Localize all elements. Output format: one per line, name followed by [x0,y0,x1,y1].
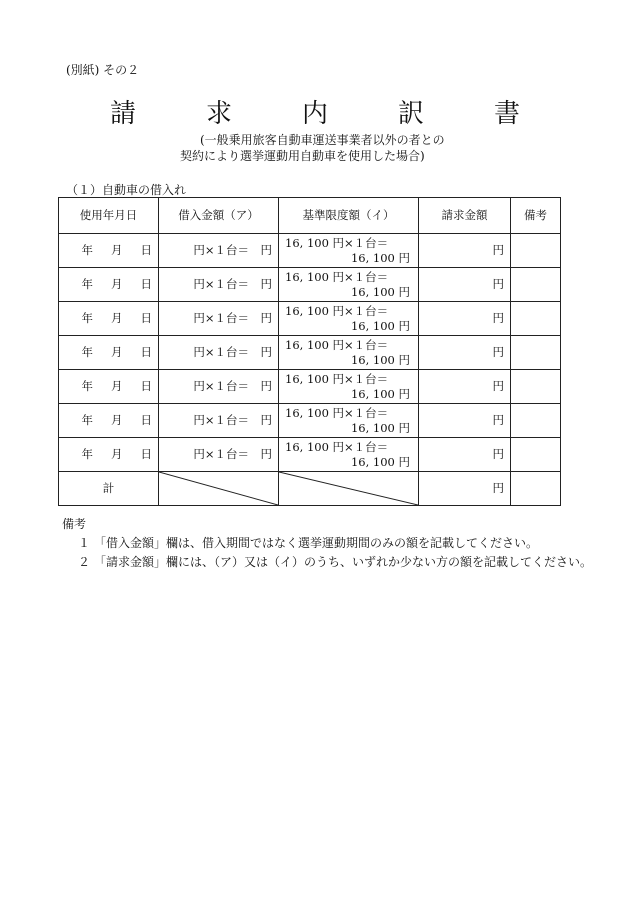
section-label: （１）自動車の借入れ [66,183,187,197]
remarks-cell[interactable] [511,404,561,438]
note-item [62,553,592,572]
day-label: 日 [140,277,152,291]
table-row [59,336,561,370]
borrow-amount-text: 円×１台＝ 円 [193,243,272,257]
borrow-amount-cell[interactable] [159,268,279,302]
standard-limit-amount: 16, 100 円 [350,284,410,299]
standard-limit-formula: 16, 100 円×１台＝ [285,439,389,454]
request-amount-text: 円 [492,277,504,291]
standard-limit-formula: 16, 100 円×１台＝ [285,405,389,420]
note-item [62,534,592,553]
request-amount-text: 円 [492,311,504,325]
year-label: 年 [81,379,93,393]
standard-limit-formula: 16, 100 円×１台＝ [285,269,389,284]
year-label: 年 [81,413,93,427]
borrow-amount-text: 円×１台＝ 円 [193,345,272,359]
standard-limit-amount: 16, 100 円 [350,352,410,367]
table-row [59,370,561,404]
date-cell[interactable] [59,404,159,438]
date-cell[interactable] [59,370,159,404]
header-borrow-amount: 借入金額（ア） [159,198,279,234]
standard-limit-amount: 16, 100 円 [350,454,410,469]
year-label: 年 [81,243,93,257]
day-label: 日 [140,345,152,359]
header-request-amount: 請求金額 [419,198,511,234]
day-label: 日 [140,379,152,393]
remarks-cell[interactable] [511,234,561,268]
date-cell[interactable] [59,302,159,336]
request-amount-cell[interactable] [419,370,511,404]
remarks-cell[interactable] [511,268,561,302]
document-title: 請 求 内 訳 書 [109,99,542,129]
standard-limit-cell [279,234,419,268]
year-label: 年 [81,447,93,461]
date-cell[interactable] [59,268,159,302]
header-date: 使用年月日 [59,198,159,234]
note-text: 「借入金額」欄は、借入期間ではなく選挙運動期間のみの額を記載してください。 [94,536,539,550]
total-standard-struck-cell [279,472,419,506]
standard-limit-amount: 16, 100 円 [350,318,410,333]
table-row [59,438,561,472]
note-text: 「請求金額」欄には、（ア）又は（イ）のうち、いずれか少ない方の額を記載してください。 [94,555,593,569]
borrow-amount-text: 円×１台＝ 円 [193,379,272,393]
month-label: 月 [111,277,123,291]
request-amount-text: 円 [492,413,504,427]
borrow-amount-cell[interactable] [159,370,279,404]
standard-limit-amount: 16, 100 円 [350,420,410,435]
standard-limit-formula: 16, 100 円×１台＝ [285,337,389,352]
borrow-amount-cell[interactable] [159,336,279,370]
standard-limit-amount: 16, 100 円 [350,250,410,265]
subtitle-line-2: 契約により選挙運動用自動車を使用した場合) [180,149,425,163]
total-label: 計 [59,472,159,506]
standard-limit-cell [279,438,419,472]
total-request-amount[interactable]: 円 [419,472,511,506]
standard-limit-amount: 16, 100 円 [350,386,410,401]
remarks-cell[interactable] [511,370,561,404]
borrow-amount-text: 円×１台＝ 円 [193,447,272,461]
request-amount-cell[interactable] [419,268,511,302]
total-borrow-struck-cell [159,472,279,506]
table-row [59,302,561,336]
standard-limit-cell [279,404,419,438]
subtitle-line-1: (一般乗用旅客自動車運送事業者以外の者との [200,133,445,147]
request-amount-cell[interactable] [419,438,511,472]
borrow-amount-text: 円×１台＝ 円 [193,311,272,325]
table-body [59,234,561,506]
total-remarks-cell[interactable] [511,472,561,506]
notes-heading: 備考 [62,517,87,531]
table-row [59,234,561,268]
month-label: 月 [111,447,123,461]
request-amount-text: 円 [492,447,504,461]
standard-limit-cell [279,268,419,302]
table-row [59,268,561,302]
attachment-label: (別紙) その２ [66,63,140,77]
month-label: 月 [111,379,123,393]
standard-limit-formula: 16, 100 円×１台＝ [285,235,389,250]
header-remarks: 備考 [511,198,561,234]
month-label: 月 [111,243,123,257]
request-amount-text: 円 [492,345,504,359]
standard-limit-cell [279,302,419,336]
borrow-amount-cell[interactable] [159,234,279,268]
request-amount-text: 円 [492,243,504,257]
borrow-amount-text: 円×１台＝ 円 [193,413,272,427]
borrow-amount-cell[interactable] [159,302,279,336]
request-amount-cell[interactable] [419,336,511,370]
date-cell[interactable] [59,438,159,472]
remarks-cell[interactable] [511,438,561,472]
total-row [59,472,561,506]
request-amount-text: 円 [492,379,504,393]
borrow-amount-cell[interactable] [159,404,279,438]
document-subtitle [180,132,480,164]
year-label: 年 [81,345,93,359]
day-label: 日 [140,413,152,427]
borrow-amount-text: 円×１台＝ 円 [193,277,272,291]
borrow-amount-cell[interactable] [159,438,279,472]
request-amount-cell[interactable] [419,234,511,268]
date-cell[interactable] [59,234,159,268]
notes-section [62,515,592,572]
breakdown-table [58,197,561,506]
remarks-cell[interactable] [511,336,561,370]
standard-limit-cell [279,370,419,404]
request-amount-cell[interactable] [419,302,511,336]
day-label: 日 [140,311,152,325]
table-header-row [59,198,561,234]
request-amount-cell[interactable] [419,404,511,438]
month-label: 月 [111,413,123,427]
standard-limit-formula: 16, 100 円×１台＝ [285,303,389,318]
year-label: 年 [81,311,93,325]
year-label: 年 [81,277,93,291]
day-label: 日 [140,243,152,257]
standard-limit-formula: 16, 100 円×１台＝ [285,371,389,386]
note-number: ２ [78,555,91,569]
month-label: 月 [111,311,123,325]
month-label: 月 [111,345,123,359]
standard-limit-cell [279,336,419,370]
header-standard-limit: 基準限度額（イ） [279,198,419,234]
note-number: １ [78,536,91,550]
diagonal-strike-icon [279,472,418,505]
diagonal-strike-icon [159,472,278,505]
remarks-cell[interactable] [511,302,561,336]
date-cell[interactable] [59,336,159,370]
day-label: 日 [140,447,152,461]
table-row [59,404,561,438]
